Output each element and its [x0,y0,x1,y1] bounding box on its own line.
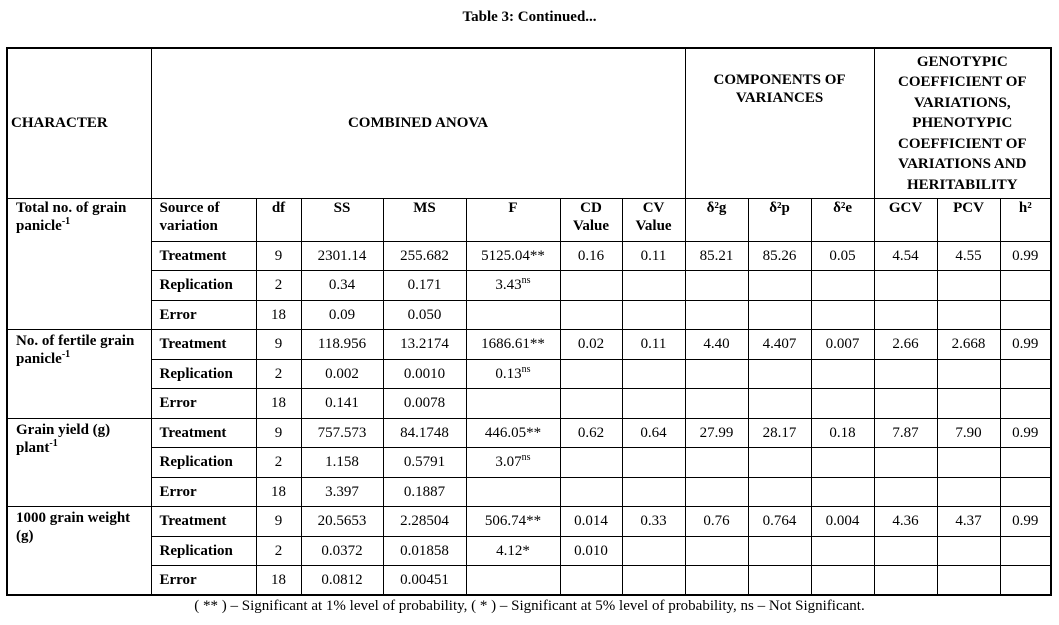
cd-cell [560,477,622,506]
df-cell: 2 [256,271,301,300]
table-row [7,389,1051,418]
cd-cell: 0.02 [560,330,622,359]
pcv-cell: 4.37 [937,507,1000,536]
sg-cell [685,359,748,388]
header-row [7,48,1051,198]
gcv-cell [874,300,937,329]
character-unit-superscript: -1 [61,349,71,361]
sg-cell [685,448,748,477]
sg-cell [685,477,748,506]
sg-cell [685,565,748,595]
sp-cell [748,389,811,418]
sg-cell [685,271,748,300]
significance-superscript: ns [521,275,531,287]
gcv-cell [874,448,937,477]
h2-cell: 0.99 [1000,418,1051,447]
cv-cell [622,565,685,595]
cv-cell: 0.11 [622,330,685,359]
cd-cell [560,448,622,477]
subheader-se: δ²e [811,198,874,241]
sp-cell: 28.17 [748,418,811,447]
character-cell: 1000 grain weight (g) [7,507,151,595]
cv-cell [622,359,685,388]
f-cell [466,389,560,418]
se-cell: 0.007 [811,330,874,359]
ms-cell: 0.1887 [383,477,466,506]
se-cell [811,271,874,300]
source-cell: Treatment [151,241,256,270]
se-cell: 0.18 [811,418,874,447]
cv-cell: 0.64 [622,418,685,447]
se-cell [811,359,874,388]
sg-cell: 4.40 [685,330,748,359]
ms-cell: 0.050 [383,300,466,329]
ss-cell: 0.09 [301,300,383,329]
df-cell: 2 [256,536,301,565]
sp-cell [748,359,811,388]
gcv-cell: 4.54 [874,241,937,270]
ss-cell: 2301.14 [301,241,383,270]
gcv-cell [874,389,937,418]
subheader-cv: CV Value [622,198,685,241]
f-cell: 1686.61** [466,330,560,359]
header-combined-anova: COMBINED ANOVA [151,48,685,198]
pcv-cell: 7.90 [937,418,1000,447]
sp-cell [748,448,811,477]
pcv-cell [937,536,1000,565]
source-cell: Error [151,300,256,329]
df-cell: 2 [256,359,301,388]
cv-cell [622,477,685,506]
significance-superscript: ns [521,363,531,375]
character-cell: No. of fertile grain panicle$^{-1}$ [7,330,151,418]
table-row [7,300,1051,329]
source-cell: Treatment [151,418,256,447]
df-cell: 9 [256,507,301,536]
pcv-cell [937,448,1000,477]
source-cell: Replication [151,448,256,477]
subheader-ms: MS [383,198,466,241]
table-row [7,359,1051,388]
ss-cell: 118.956 [301,330,383,359]
f-cell [466,477,560,506]
se-cell: 0.004 [811,507,874,536]
ss-cell: 0.002 [301,359,383,388]
pcv-cell [937,359,1000,388]
gcv-cell [874,565,937,595]
cd-cell: 0.014 [560,507,622,536]
ms-cell: 255.682 [383,241,466,270]
sp-cell: 4.407 [748,330,811,359]
cv-cell: 0.33 [622,507,685,536]
table-caption: Table 3: Continued... [462,9,597,25]
anova-table [6,47,1052,596]
se-cell [811,448,874,477]
ss-cell: 0.141 [301,389,383,418]
sp-cell [748,477,811,506]
subheader-ss: SS [301,198,383,241]
sp-cell [748,565,811,595]
h2-cell [1000,389,1051,418]
ss-cell: 0.0812 [301,565,383,595]
gcv-cell [874,271,937,300]
pcv-cell [937,300,1000,329]
f-cell [466,300,560,329]
df-cell: 18 [256,477,301,506]
se-cell [811,536,874,565]
h2-cell [1000,271,1051,300]
table-row [7,330,1051,359]
pcv-cell [937,389,1000,418]
subheader-pcv: PCV [937,198,1000,241]
cv-cell [622,389,685,418]
ss-cell: 757.573 [301,418,383,447]
ms-cell: 84.1748 [383,418,466,447]
ms-cell: 0.171 [383,271,466,300]
table-row [7,477,1051,506]
table-row [7,448,1051,477]
f-cell [466,565,560,595]
df-cell: 9 [256,418,301,447]
sg-cell: 27.99 [685,418,748,447]
h2-cell [1000,359,1051,388]
character-cell: Grain yield (g) plant$^{-1}$ [7,418,151,506]
cd-cell [560,565,622,595]
subheader-gcv: GCV [874,198,937,241]
h2-cell [1000,477,1051,506]
table-row [7,507,1051,536]
gcv-cell: 4.36 [874,507,937,536]
df-cell: 9 [256,330,301,359]
pcv-cell [937,565,1000,595]
se-cell [811,300,874,329]
se-cell [811,565,874,595]
cd-cell [560,271,622,300]
header-coefficients-heritability: GENOTYPIC COEFFICIENT OF VARIATIONS, PHENOTYPIC COEFFICIENT OF VARIATIONS AND HERITABILITY [874,48,1051,198]
header-components-of-variances: COMPONENTS OF VARIANCES [685,48,874,198]
cv-cell: 0.11 [622,241,685,270]
table-row [7,418,1051,447]
ss-cell: 3.397 [301,477,383,506]
sg-cell [685,389,748,418]
subheader-f: F [466,198,560,241]
cv-cell [622,300,685,329]
h2-cell: 0.99 [1000,507,1051,536]
subheader-sp: δ²p [748,198,811,241]
character-cell: Total no. of grain panicle$^{-1}$ [7,198,151,329]
h2-cell: 0.99 [1000,241,1051,270]
sp-cell [748,536,811,565]
table-row [7,271,1051,300]
ms-cell: 0.00451 [383,565,466,595]
f-cell: $0.13^{ns}$ [466,359,560,388]
significance-superscript: ns [521,452,531,464]
source-cell: Error [151,389,256,418]
cv-cell [622,448,685,477]
character-unit-superscript: -1 [49,437,58,449]
sp-cell: 85.26 [748,241,811,270]
gcv-cell [874,359,937,388]
cd-cell: 0.010 [560,536,622,565]
cd-cell [560,359,622,388]
table-row [7,241,1051,270]
ms-cell: 0.0078 [383,389,466,418]
footnote: ( ** ) – Significant at 1% level of probability, ( * ) – Significant at 5% level of probability, ns – Not Significant. [194,598,865,614]
f-cell: 506.74** [466,507,560,536]
table-row [7,536,1051,565]
cd-cell [560,389,622,418]
subheader-cd: CD Value [560,198,622,241]
source-cell: Replication [151,359,256,388]
header-character: CHARACTER [7,48,151,198]
df-cell: 9 [256,241,301,270]
source-cell: Error [151,565,256,595]
subheader-df: df [256,198,301,241]
gcv-cell [874,477,937,506]
df-cell: 18 [256,565,301,595]
ms-cell: 0.01858 [383,536,466,565]
cv-cell [622,536,685,565]
sg-cell [685,536,748,565]
ss-cell: 1.158 [301,448,383,477]
source-cell: Treatment [151,507,256,536]
df-cell: 18 [256,389,301,418]
table-row [7,565,1051,595]
subheader-h2: h² [1000,198,1051,241]
ss-cell: 0.0372 [301,536,383,565]
cv-cell [622,271,685,300]
sg-cell [685,300,748,329]
cd-cell: 0.62 [560,418,622,447]
gcv-cell [874,536,937,565]
pcv-cell: 2.668 [937,330,1000,359]
ss-cell: 0.34 [301,271,383,300]
cd-cell [560,300,622,329]
pcv-cell: 4.55 [937,241,1000,270]
ms-cell: 0.0010 [383,359,466,388]
se-cell [811,389,874,418]
source-cell: Treatment [151,330,256,359]
se-cell: 0.05 [811,241,874,270]
subheader-sg: δ²g [685,198,748,241]
cd-cell: 0.16 [560,241,622,270]
ms-cell: 0.5791 [383,448,466,477]
sp-cell: 0.764 [748,507,811,536]
df-cell: 18 [256,300,301,329]
character-unit-superscript: -1 [61,215,71,227]
h2-cell [1000,300,1051,329]
source-cell: Error [151,477,256,506]
h2-cell [1000,448,1051,477]
subheader-source: Source of variation [151,198,256,241]
gcv-cell: 2.66 [874,330,937,359]
sg-cell: 0.76 [685,507,748,536]
gcv-cell: 7.87 [874,418,937,447]
ss-cell: 20.5653 [301,507,383,536]
h2-cell: 0.99 [1000,330,1051,359]
f-cell: 4.12* [466,536,560,565]
source-cell: Replication [151,536,256,565]
sp-cell [748,271,811,300]
sp-cell [748,300,811,329]
ms-cell: 13.2174 [383,330,466,359]
f-cell: 5125.04** [466,241,560,270]
subheader-row [7,198,1051,241]
h2-cell [1000,536,1051,565]
f-cell: $3.43^{ns}$ [466,271,560,300]
sg-cell: 85.21 [685,241,748,270]
pcv-cell [937,477,1000,506]
se-cell [811,477,874,506]
f-cell: $3.07^{ns}$ [466,448,560,477]
f-cell: 446.05** [466,418,560,447]
df-cell: 2 [256,448,301,477]
ms-cell: 2.28504 [383,507,466,536]
h2-cell [1000,565,1051,595]
pcv-cell [937,271,1000,300]
source-cell: Replication [151,271,256,300]
